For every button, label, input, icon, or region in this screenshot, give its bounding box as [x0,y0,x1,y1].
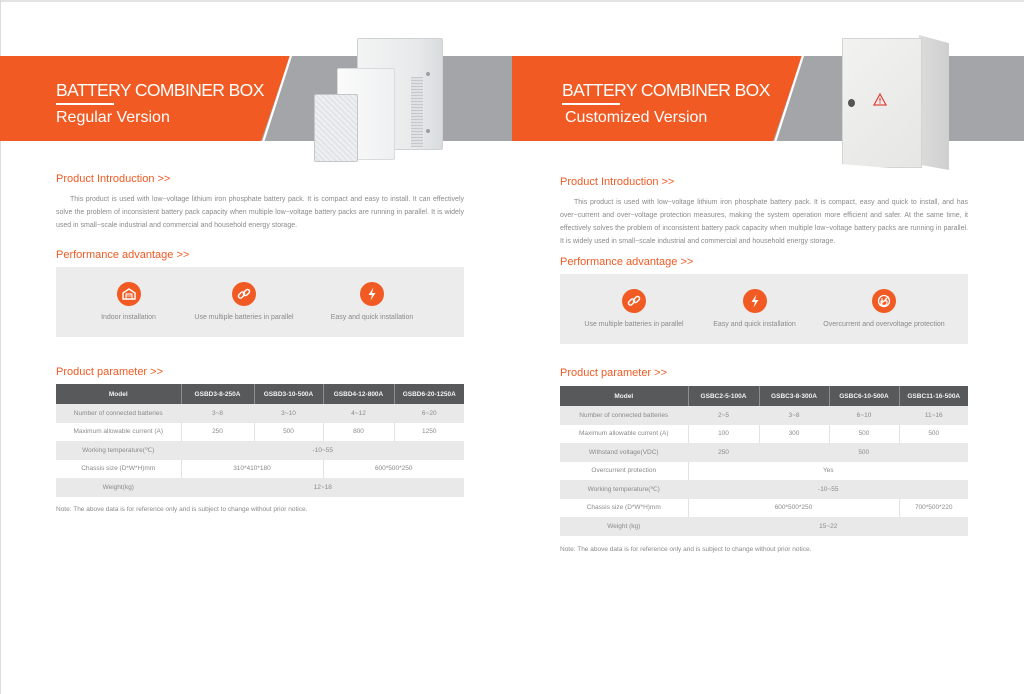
advantage-item [702,274,807,344]
table-row [560,443,968,462]
column-header: GSBC11-16-500A [899,386,968,406]
table-cell: -10~55 [181,441,464,460]
row-label: Chassis size (D*W*H)mm [560,499,688,518]
lightning-bolt-icon [360,282,384,306]
row-label: Withstand voltage(VDC) [560,443,688,462]
advantage-label: Indoor installation [101,314,156,321]
banner-title: BATTERY COMBINER BOX [56,80,264,100]
table-cell: 3~8 [181,404,254,423]
column-header: GSBC2-5-100A [688,386,759,406]
table-cell: 600*500*250 [323,460,464,479]
performance-advantage-panel [56,267,464,337]
table-row [56,478,464,497]
column-header: GSBD3-8-250A [181,384,254,404]
row-label: Maximum allowable current (A) [56,423,181,442]
row-label: Working temperature(℃) [560,480,688,499]
protection-plug-icon [872,289,896,313]
table-cell: 500 [254,423,323,442]
table-cell: Yes [688,462,968,481]
advantage-item [814,274,954,344]
regular-version-enclosures-image [312,38,447,164]
advantage-item [76,267,181,337]
table-row [56,423,464,442]
table-header-row [560,386,968,406]
table-row [560,462,968,481]
warning-triangle-icon [873,93,887,111]
section-heading-performance-advantage: Performance advantage >> [56,249,190,261]
advantage-label: Use multiple batteries in parallel [584,321,684,328]
brochure-page-customized [512,0,1024,694]
table-cell: 4~12 [323,404,394,423]
house-icon [117,282,141,306]
table-header-row [56,384,464,404]
row-label: Overcurrent protection [560,462,688,481]
table-cell: 15~22 [688,517,968,536]
table-row [560,517,968,536]
section-heading-product-introduction: Product Introduction >> [560,176,675,188]
performance-advantage-panel [560,274,968,344]
banner-underline [56,103,114,105]
section-heading-product-introduction: Product Introduction >> [56,173,171,185]
enclosure-small-transparent [314,94,358,162]
table-row [56,460,464,479]
chain-link-icon [622,289,646,313]
table-cell: 250 [181,423,254,442]
table-cell: 500 [829,425,899,444]
table-cell: 3~10 [254,404,323,423]
table-cell: 12~18 [181,478,464,497]
banner-underline [562,103,620,105]
advantage-item [316,267,428,337]
column-header: GSBD3-10-500A [254,384,323,404]
product-parameter-table [560,386,968,536]
product-introduction-text: This product is used with low−voltage lithium iron phosphate battery pack. It is compact, easy and quick to install, and has over−current and over−voltage protection measures, making the system operation more efficient and safer. At the same time, it effectively solves the problem of inconsistent battery pack capacity when multiple low−voltage battery packs are running in parallel. It is widely used in small−scale industrial and commercial and household energy storage. [560,199,968,245]
table-cell: 250 [688,443,759,462]
column-header: Model [56,384,181,404]
table-cell: 6~10 [829,406,899,425]
table-cell: 11~16 [899,406,968,425]
row-label: Weight(kg) [56,478,181,497]
column-header: GSBC3-8-300A [759,386,829,406]
product-introduction-text: This product is used with low−voltage lithium iron phosphate battery pack. It is compact and easy to install. It can effectively solve the problem of inconsistent battery pack capacity when multiple low−voltage battery packs are running in parallel. It is widely used in small−scale industrial and commercial and household energy storage. [56,196,464,229]
table-cell: 700*500*220 [899,499,968,518]
chain-link-icon [232,282,256,306]
table-cell: 800 [323,423,394,442]
row-label: Number of connected batteries [560,406,688,425]
row-label: Maximum allowable current (A) [560,425,688,444]
table-cell: 1250 [394,423,464,442]
enclosure-screw [426,129,430,133]
table-row [560,499,968,518]
table-cell: 2~5 [688,406,759,425]
banner-subtitle: Regular Version [56,109,170,126]
table-cell: 310*410*180 [181,460,323,479]
column-header: GSBC6-10-500A [829,386,899,406]
table-row [560,425,968,444]
table-cell: 600*500*250 [688,499,899,518]
banner-subtitle: Customized Version [565,109,708,126]
advantage-item [188,267,300,337]
table-row [56,441,464,460]
table-cell: 3~8 [759,406,829,425]
row-label: Weight (kg) [560,517,688,536]
advantage-label: Use multiple batteries in parallel [194,314,294,321]
table-cell: 500 [899,425,968,444]
table-row [560,406,968,425]
table-row [56,404,464,423]
cabinet-side [919,35,949,170]
banner-title: BATTERY COMBINER BOX [562,80,770,100]
table-cell: -10~55 [688,480,968,499]
section-heading-performance-advantage: Performance advantage >> [560,256,694,268]
customized-version-metal-cabinet-image [839,33,959,175]
section-heading-product-parameter: Product parameter >> [56,366,164,378]
disclaimer-note: Note: The above data is for reference only and is subject to change without prior notice. [560,546,812,553]
table-cell: 100 [688,425,759,444]
column-header: GSBD4-12-800A [323,384,394,404]
lightning-bolt-icon [743,289,767,313]
advantage-label: Easy and quick installation [330,314,414,321]
row-label: Chassis size (D*W*H)mm [56,460,181,479]
column-header: GSBD6-20-1250A [394,384,464,404]
advantage-item [574,274,694,344]
cabinet-lock [848,99,855,107]
enclosure-screw [426,72,430,76]
table-cell: 300 [759,425,829,444]
row-label: Number of connected batteries [56,404,181,423]
table-cell: 500 [759,443,968,462]
table-row [560,480,968,499]
advantage-label: Overcurrent and overvoltage protection [823,321,945,328]
disclaimer-note: Note: The above data is for reference only and is subject to change without prior notice. [56,506,308,513]
row-label: Working temperature(℃) [56,441,181,460]
section-heading-product-parameter: Product parameter >> [560,367,668,379]
advantage-label: Easy and quick installation [713,321,796,328]
enclosure-vent [411,77,423,147]
product-parameter-table [56,384,464,497]
table-cell: 6~20 [394,404,464,423]
column-header: Model [560,386,688,406]
